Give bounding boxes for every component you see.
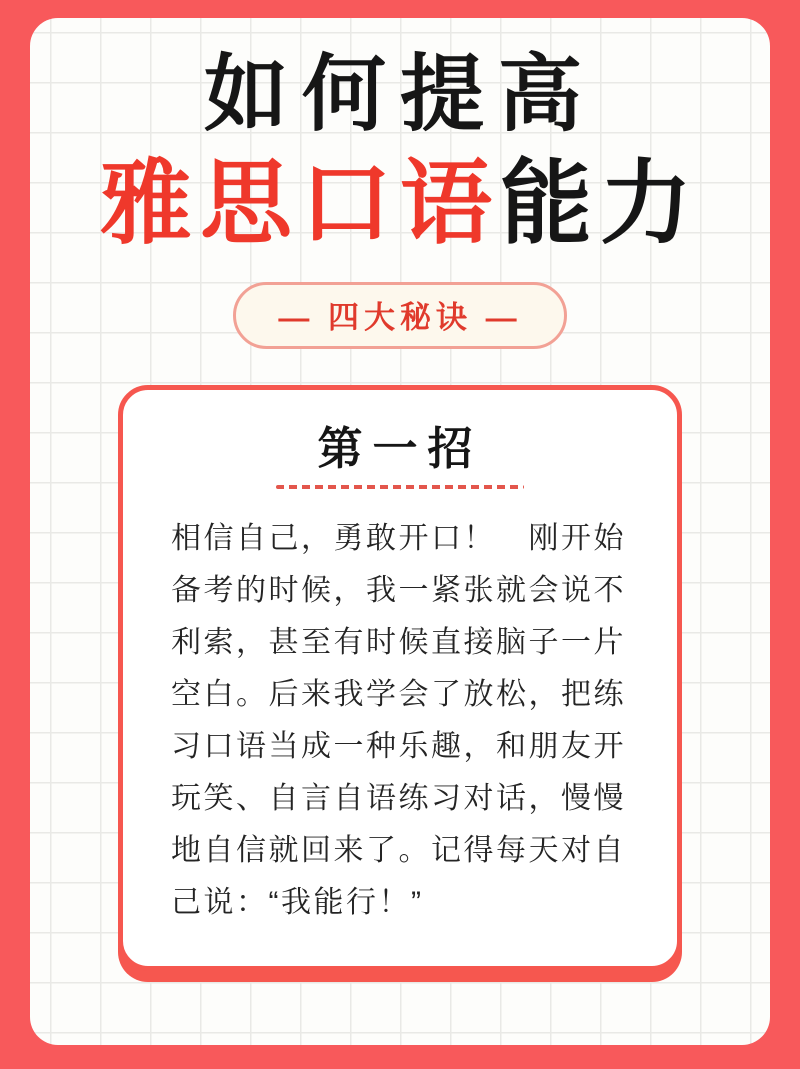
- dashed-divider: [276, 485, 524, 489]
- page-title-line1: 如何提高: [203, 47, 596, 141]
- tip-card-heading: 第一招: [317, 422, 483, 474]
- title-highlight-text: 雅思口语: [99, 152, 500, 255]
- grid-paper-background: [30, 18, 770, 1045]
- tip-card: [118, 385, 682, 971]
- secrets-badge: — 四大秘诀 —: [233, 282, 566, 349]
- tip-card-body: 相信自己，勇敢开口！ 刚开始备考的时候，我一紧张就会说不利索，甚至有时候直接脑子一片空白。后来我学会了放松，把练习口语当成一种乐趣，和朋友开玩笑、自言自语练习对话，慢慢地自信就回来了。记得每天对自己说：“我能行！”: [171, 521, 626, 919]
- page-title-line2: [100, 153, 700, 256]
- title-rest-text: 能力: [500, 152, 701, 255]
